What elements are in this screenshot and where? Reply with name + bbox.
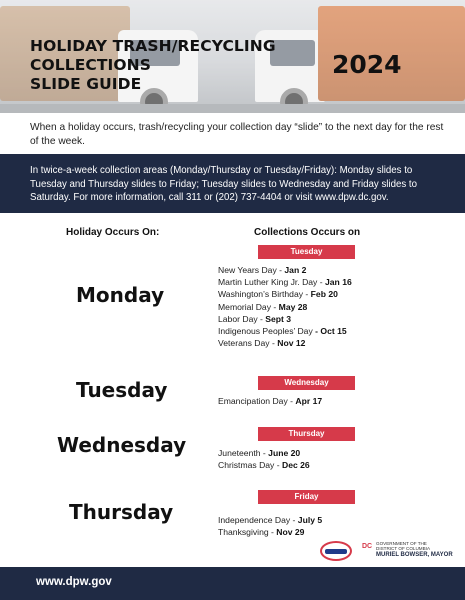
mayor-name: MURIEL BOWSER, MAYOR — [376, 551, 453, 558]
collection-day-badge-tuesday: Tuesday — [258, 245, 355, 259]
list-item: Martin Luther King Jr. Day - Jan 16 — [218, 277, 352, 288]
collection-day-badge-friday: Friday — [258, 490, 355, 504]
column-header-holiday: Holiday Occurs On: — [66, 227, 160, 238]
list-item: Independence Day - July 5 — [218, 515, 323, 525]
gov-line-1: GOVERNMENT OF THE — [376, 541, 427, 546]
year-label: 2024 — [332, 50, 402, 79]
list-item: New Years Day - Jan 2 — [218, 265, 307, 275]
list-item: Indigenous Peoples’ Day - Oct 15 — [218, 326, 347, 337]
header-banner — [0, 0, 465, 113]
collection-day-badge-thursday: Thursday — [258, 427, 355, 441]
holiday-day-thursday: Thursday — [69, 500, 174, 524]
holiday-list-tuesday — [218, 395, 322, 407]
holiday-day-monday: Monday — [76, 283, 165, 307]
gov-line-2: DISTRICT OF COLUMBIA — [376, 546, 431, 552]
title-line-2: COLLECTIONS — [30, 56, 152, 74]
list-item: Labor Day - Sept 3 — [218, 313, 292, 324]
title-line-3: SLIDE GUIDE — [30, 75, 142, 93]
list-item: Washington’s Birthday - Feb 20 — [218, 289, 338, 300]
notice-band — [0, 154, 465, 213]
footer-bar — [0, 567, 465, 600]
list-item: Veterans Day - Nov 12 — [218, 338, 306, 349]
list-item: Memorial Day - May 28 — [218, 301, 308, 312]
holiday-list-monday — [218, 264, 352, 349]
holiday-list-thursday — [218, 514, 322, 538]
page-title — [30, 37, 290, 94]
holiday-day-wednesday: Wednesday — [57, 433, 187, 457]
list-item: Thanksgiving - Nov 29 — [218, 527, 305, 538]
list-item: Emancipation Day - Apr 17 — [218, 396, 323, 406]
footer-url-link[interactable]: www.dpw.gov — [36, 576, 112, 588]
holiday-list-wednesday — [218, 447, 310, 471]
notice-text: In twice-a-week collection areas (Monday/Thursday or Tuesday/Friday): Monday slides to Tuesday and Thursday slides to Friday; Tuesday slides to Wednesday and Friday slides to Saturday. For more information, call 311 or (202) 737-4404 or visit www.dpw.dc.gov. — [30, 165, 417, 204]
dc-government-logo — [376, 541, 453, 559]
intro-text: When a holiday occurs, trash/recycling your collection day “slide” to the next day for the rest of the week. — [30, 122, 444, 147]
dc-flag-icon: DC — [362, 543, 373, 550]
list-item: Juneteenth - June 20 — [218, 448, 301, 458]
holiday-day-tuesday: Tuesday — [76, 378, 168, 402]
title-line-1: HOLIDAY TRASH/RECYCLING — [30, 37, 276, 55]
collection-day-badge-wednesday: Wednesday — [258, 376, 355, 390]
column-header-collection: Collections Occurs on — [254, 227, 361, 238]
list-item: Christmas Day - Dec 26 — [218, 460, 310, 471]
dpw-logo-icon — [320, 541, 352, 561]
